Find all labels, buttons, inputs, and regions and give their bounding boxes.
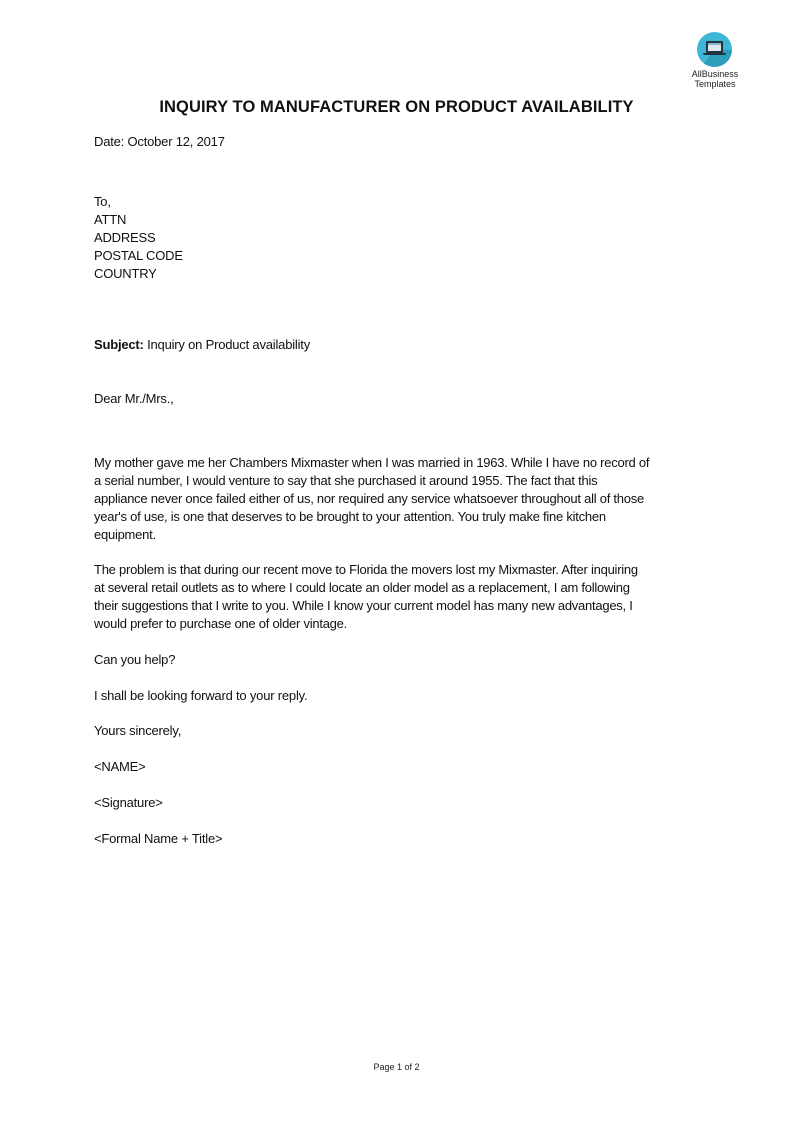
paragraph-line: their suggestions that I write to you. While I know your current model has many new advantages, I xyxy=(94,598,633,613)
allbusiness-logo xyxy=(680,31,750,91)
name-placeholder: <NAME> xyxy=(94,759,146,774)
recipient-address: ADDRESS xyxy=(94,230,156,245)
paragraph-line: appliance never once failed either of us, nor required any service whatsoever throughout all of those xyxy=(94,491,644,506)
question-line: Can you help? xyxy=(94,652,176,667)
date-line: Date: October 12, 2017 xyxy=(94,134,225,149)
body-paragraph-2 xyxy=(94,561,714,633)
document-title: INQUIRY TO MANUFACTURER ON PRODUCT AVAILABILITY xyxy=(159,98,634,116)
paragraph-line: My mother gave me her Chambers Mixmaster when I was married in 1963. While I have no record of xyxy=(94,455,650,470)
page-indicator: Page 1 of 2 xyxy=(373,1062,420,1072)
paragraph-line: would prefer to purchase one of older vintage. xyxy=(94,616,348,631)
subject-line xyxy=(94,336,310,354)
logo-line-2: Templates xyxy=(694,79,736,89)
recipient-attn: ATTN xyxy=(94,212,127,227)
salutation: Dear Mr./Mrs., xyxy=(94,391,174,406)
recipient-to: To, xyxy=(94,194,111,209)
laptop-icon xyxy=(697,32,732,67)
paragraph-line: year's of use, is one that deserves to be brought to your attention. You truly make fine kitchen xyxy=(94,509,606,524)
paragraph-line: a serial number, I would venture to say that she purchased it around 1955. The fact that this xyxy=(94,473,598,488)
paragraph-line: equipment. xyxy=(94,527,156,542)
logo-text xyxy=(680,69,750,89)
signature-placeholder: <Signature> xyxy=(94,795,163,810)
sign-off: Yours sincerely, xyxy=(94,723,182,738)
subject-label: Subject: xyxy=(94,337,144,352)
paragraph-line: at several retail outlets as to where I could locate an older model as a replacement, I am following xyxy=(94,580,630,595)
recipient-country: COUNTRY xyxy=(94,266,157,281)
body-paragraph-1 xyxy=(94,454,714,544)
subject-value: Inquiry on Product availability xyxy=(147,337,310,352)
logo-line-1: AllBusiness xyxy=(691,69,739,79)
closing-line: I shall be looking forward to your reply. xyxy=(94,688,308,703)
paragraph-line: The problem is that during our recent move to Florida the movers lost my Mixmaster. After inquiring xyxy=(94,562,638,577)
recipient-postal-code: POSTAL CODE xyxy=(94,248,183,263)
formal-name-placeholder: <Formal Name + Title> xyxy=(94,831,223,846)
